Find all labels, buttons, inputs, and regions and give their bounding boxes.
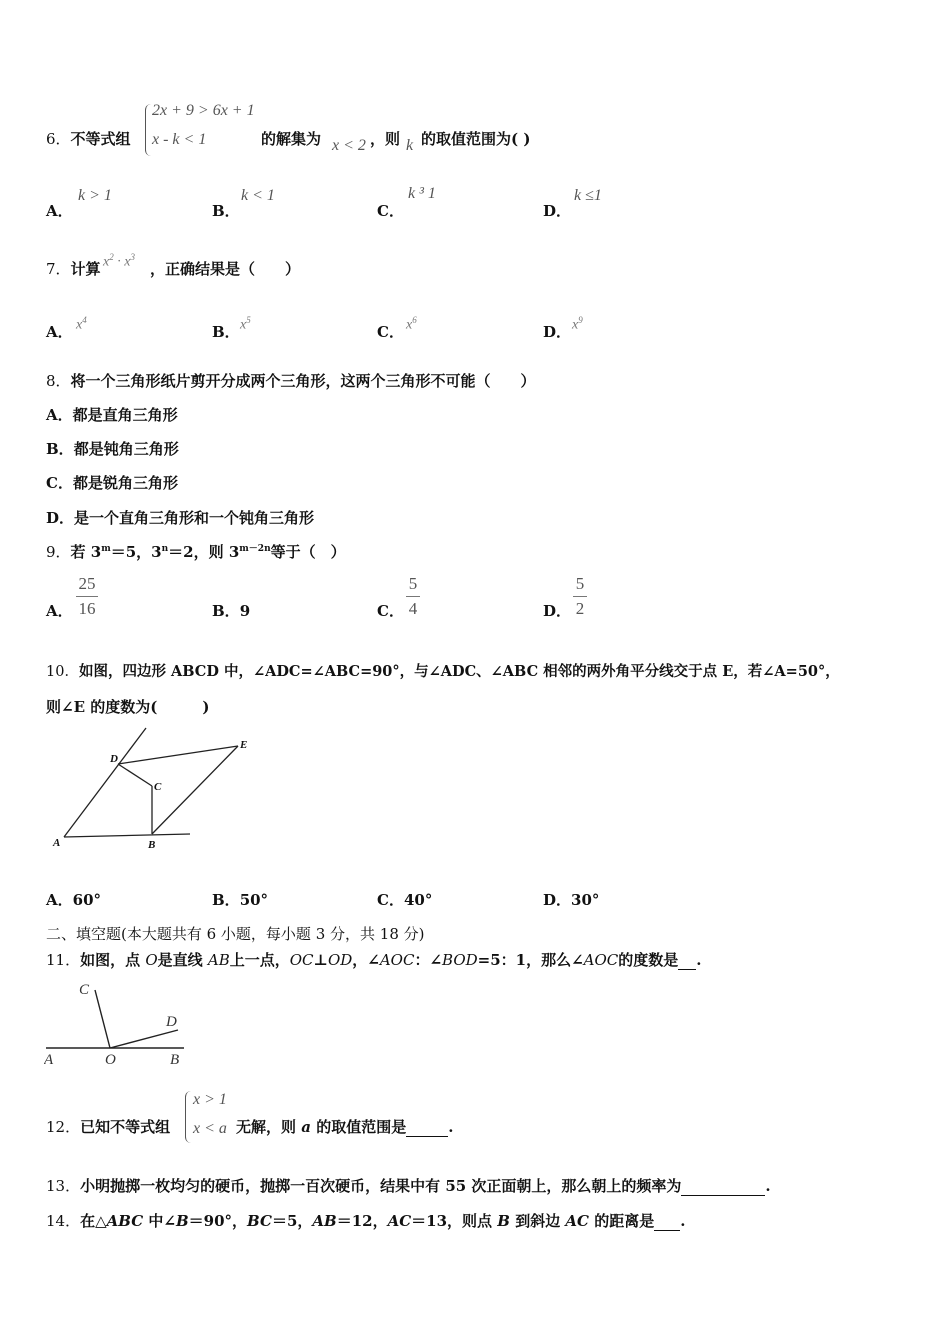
q13-text: 小明抛掷一枚均匀的硬币，抛掷一百次硬币，结果中有 55 次正面朝上，那么朝上的频率为 bbox=[80, 1177, 682, 1195]
q11-text-f: =5：1，那么∠ bbox=[477, 951, 584, 969]
q10-option-d[interactable] bbox=[543, 889, 599, 910]
q10-line-dc bbox=[118, 764, 152, 786]
q14-b: B bbox=[175, 1212, 189, 1230]
q12-answer-blank[interactable] bbox=[406, 1118, 448, 1137]
q14-ac: AC bbox=[387, 1212, 412, 1230]
q11-line-od bbox=[110, 1030, 178, 1048]
q11 bbox=[46, 949, 702, 970]
q12-rest bbox=[236, 1116, 453, 1137]
q11-oc: OC bbox=[289, 951, 314, 969]
q10-c-label: C． bbox=[377, 891, 404, 909]
q10-label-c: C bbox=[154, 781, 162, 793]
q14-t3: ＝90°， bbox=[188, 1212, 248, 1230]
q10-number: 10． bbox=[46, 664, 79, 680]
q11-text-d: ，∠ bbox=[352, 951, 380, 969]
q11-text-a: 如图，点 bbox=[80, 951, 146, 969]
q11-label-c: C bbox=[79, 982, 90, 998]
q6-system-line1: 2x + 9 > 6x + 1 bbox=[152, 102, 255, 119]
q6-option-c-label[interactable]: C． bbox=[377, 202, 404, 220]
q14-t5: ＝12， bbox=[336, 1212, 388, 1230]
q8-a-text: 都是直角三角形 bbox=[72, 406, 178, 424]
q11-text-g: 的度数是 bbox=[618, 951, 679, 969]
q9-option-b[interactable] bbox=[212, 600, 250, 621]
q11-aoc2: AOC bbox=[583, 951, 619, 969]
q8-a-label: A． bbox=[46, 406, 73, 424]
q7-c-exp: 6 bbox=[412, 315, 417, 325]
q9-option-a-fraction bbox=[76, 574, 98, 619]
q9-option-d-label[interactable]: D． bbox=[543, 602, 572, 620]
q8-c-label: C． bbox=[46, 474, 73, 492]
q11-text-e: ：∠ bbox=[414, 951, 443, 969]
q10-label-d: D bbox=[110, 753, 118, 765]
q7-b-base: x bbox=[240, 317, 247, 333]
q6-prefix: 不等式组 bbox=[70, 130, 131, 148]
q6-option-c-math: k ³ 1 bbox=[408, 185, 436, 202]
q10-line-be bbox=[152, 746, 238, 834]
q10-label-a: A bbox=[53, 837, 61, 849]
q14-number: 14． bbox=[46, 1212, 81, 1230]
q6-brace bbox=[145, 104, 152, 156]
q6-option-d-label[interactable]: D． bbox=[543, 202, 572, 220]
q14-b2: B bbox=[497, 1212, 510, 1230]
q10-line2: 则∠E 的度数为( ) bbox=[46, 698, 210, 716]
q11-line-oc bbox=[95, 990, 110, 1048]
q7-suffix: ，正确结果是（ ） bbox=[150, 260, 301, 278]
q9-number: 9． bbox=[46, 543, 71, 561]
q11-label-o: O bbox=[105, 1052, 116, 1068]
q7-option-c-math bbox=[406, 315, 417, 334]
q7-a-base: x bbox=[76, 317, 83, 333]
q10-a-label: A． bbox=[46, 891, 73, 909]
q9-c-denominator: 4 bbox=[408, 599, 418, 618]
q8-c-text: 都是锐角三角形 bbox=[72, 474, 178, 492]
q8-option-c[interactable] bbox=[46, 472, 178, 493]
q6-then: ，则 bbox=[370, 130, 401, 148]
q11-aoc: AOC bbox=[379, 951, 415, 969]
q10-line-ad-extended bbox=[64, 728, 146, 837]
q10-label-b: B bbox=[148, 839, 156, 851]
q6-suffix: 的取值范围为( ) bbox=[421, 130, 531, 148]
q10-option-b[interactable] bbox=[212, 889, 268, 910]
q12 bbox=[46, 1116, 170, 1137]
q9-option-c-label[interactable]: C． bbox=[377, 602, 404, 620]
q8-number: 8． bbox=[46, 372, 71, 390]
q9-t1: 若 3 bbox=[70, 543, 102, 561]
q12-system-line1: x > 1 bbox=[193, 1091, 227, 1108]
q7-c-base: x bbox=[406, 317, 413, 333]
q14-t1: 在△ bbox=[80, 1212, 107, 1230]
q7-option-b-label[interactable]: B． bbox=[212, 323, 240, 341]
q14-t8: 的距离是 bbox=[589, 1212, 655, 1230]
q14-t7: 到斜边 bbox=[509, 1212, 566, 1230]
q9-t3: ＝2，则 3 bbox=[168, 543, 240, 561]
q11-label-d: D bbox=[166, 1014, 177, 1030]
q12-mid: 无解，则 bbox=[236, 1118, 302, 1136]
q9-c-bar bbox=[406, 596, 420, 597]
q9-t2: ＝5，3 bbox=[110, 543, 162, 561]
q6-option-a-math: k > 1 bbox=[78, 187, 112, 204]
q11-answer-blank[interactable] bbox=[678, 951, 696, 970]
q8-d-label: D． bbox=[46, 509, 75, 527]
q14-answer-blank[interactable] bbox=[654, 1212, 680, 1231]
q11-number: 11． bbox=[46, 951, 81, 969]
q11-o: O bbox=[145, 951, 158, 969]
q9-a-denominator: 16 bbox=[78, 599, 96, 618]
q6 bbox=[46, 128, 131, 149]
q10-d-text: 30° bbox=[571, 891, 600, 909]
q12-suffix: 的取值范围是 bbox=[310, 1118, 407, 1136]
q7-number: 7． bbox=[46, 260, 71, 278]
q12-number: 12． bbox=[46, 1118, 81, 1136]
q8-b-label: B． bbox=[46, 440, 74, 458]
q9-e1: m bbox=[101, 544, 111, 554]
q14-end: . bbox=[680, 1212, 686, 1230]
q9-option-a-label[interactable]: A． bbox=[46, 602, 73, 620]
q9-c-numerator: 5 bbox=[408, 574, 418, 593]
q8-b-text: 都是钝角三角形 bbox=[73, 440, 179, 458]
q11-label-b: B bbox=[170, 1052, 180, 1068]
q11-text-c: 上一点， bbox=[229, 951, 290, 969]
q10-line-de bbox=[118, 746, 238, 764]
q6-mid: 的解集为 bbox=[261, 130, 322, 148]
q7-option-c-label[interactable]: C． bbox=[377, 323, 404, 341]
q13-end: . bbox=[765, 1177, 771, 1195]
q13-answer-blank[interactable] bbox=[681, 1177, 765, 1196]
q9-a-bar bbox=[76, 596, 98, 597]
q7-option-a-math bbox=[76, 315, 87, 334]
q14-ab: AB bbox=[312, 1212, 337, 1230]
q9 bbox=[46, 541, 346, 562]
q11-end: . bbox=[696, 951, 702, 969]
q7-option-b-math bbox=[240, 315, 251, 334]
q14-ac2: AC bbox=[565, 1212, 589, 1230]
q10-option-a[interactable] bbox=[46, 889, 101, 910]
q6-condition: x < 2 bbox=[332, 137, 366, 154]
q11-text-b: 是直线 bbox=[157, 951, 208, 969]
q9-b-label: B． bbox=[212, 602, 240, 620]
q9-a-numerator: 25 bbox=[78, 574, 96, 593]
q9-d-bar bbox=[573, 596, 587, 597]
q6-option-a-label[interactable]: A． bbox=[46, 202, 73, 220]
q8-option-b[interactable] bbox=[46, 438, 179, 459]
q6-system-line2: x - k < 1 bbox=[152, 131, 207, 148]
q11-label-a: A bbox=[44, 1052, 54, 1068]
q13 bbox=[46, 1175, 771, 1196]
q8-d-text: 是一个直角三角形和一个钝角三角形 bbox=[74, 509, 315, 527]
q7-expr-exp1: 2 bbox=[109, 252, 114, 262]
q10-b-text: 50° bbox=[239, 891, 269, 909]
q7-a-exp: 4 bbox=[82, 315, 87, 325]
q9-b-text: 9 bbox=[239, 602, 251, 620]
q7-prefix: 计算 bbox=[70, 260, 101, 278]
q10-line1 bbox=[46, 660, 840, 681]
q7-expression bbox=[103, 252, 135, 271]
q7-option-a-label[interactable]: A． bbox=[46, 323, 73, 341]
q12-end: . bbox=[448, 1118, 454, 1136]
q10-line-ab bbox=[64, 834, 190, 837]
q9-t4: 等于（ ） bbox=[270, 543, 346, 561]
q13-number: 13． bbox=[46, 1177, 81, 1195]
q7-expr-dot: · bbox=[113, 254, 125, 270]
q10-option-c[interactable] bbox=[377, 889, 432, 910]
q9-option-c-fraction bbox=[406, 574, 420, 619]
q14-t2: 中∠ bbox=[143, 1212, 176, 1230]
q6-var: k bbox=[406, 137, 414, 154]
q11-bod: BOD bbox=[442, 951, 478, 969]
q14-t4: ＝5， bbox=[271, 1212, 313, 1230]
q6-option-b-math: k < 1 bbox=[241, 187, 275, 204]
q9-d-denominator: 2 bbox=[575, 599, 585, 618]
q8-option-d[interactable] bbox=[46, 507, 314, 528]
q7-b-exp: 5 bbox=[246, 315, 251, 325]
q7-option-d-math bbox=[572, 315, 583, 334]
q8-text: 将一个三角形纸片剪开分成两个三角形，这两个三角形不可能（ ） bbox=[70, 372, 536, 390]
q11-perp: ⊥ bbox=[313, 951, 328, 969]
q6-option-d-math: k ≤1 bbox=[574, 187, 602, 204]
q9-option-d-fraction bbox=[573, 574, 587, 619]
q7-d-base: x bbox=[572, 317, 579, 333]
q8-option-a[interactable] bbox=[46, 404, 178, 425]
q9-d-numerator: 5 bbox=[575, 574, 585, 593]
q12-brace bbox=[185, 1091, 192, 1143]
q10-a-text: 60° bbox=[72, 891, 102, 909]
q12-system-line2: x < a bbox=[193, 1120, 227, 1137]
q14 bbox=[46, 1210, 685, 1231]
q7-expr-exp2: 3 bbox=[130, 252, 135, 262]
q10-figure bbox=[50, 722, 260, 852]
q10-c-text: 40° bbox=[403, 891, 433, 909]
q8 bbox=[46, 370, 536, 391]
q10-d-label: D． bbox=[543, 891, 572, 909]
q11-ab: AB bbox=[207, 951, 230, 969]
q12-var: a bbox=[301, 1118, 311, 1136]
q9-e3: m－2n bbox=[239, 544, 271, 554]
q7-expr-base1: x bbox=[103, 254, 110, 270]
q7-d-exp: 9 bbox=[578, 315, 583, 325]
q6-option-b-label[interactable]: B． bbox=[212, 202, 240, 220]
q10-label-e: E bbox=[240, 739, 248, 751]
q11-od: OD bbox=[327, 951, 353, 969]
q9-e2: n bbox=[161, 544, 169, 554]
q10-b-label: B． bbox=[212, 891, 240, 909]
q11-figure bbox=[44, 978, 194, 1070]
q12-prefix: 已知不等式组 bbox=[80, 1118, 171, 1136]
q6-number: 6． bbox=[46, 130, 71, 148]
q7 bbox=[46, 258, 101, 279]
q14-t6: ＝13，则点 bbox=[411, 1212, 498, 1230]
q7-expr-base2: x bbox=[124, 254, 131, 270]
q7-option-d-label[interactable]: D． bbox=[543, 323, 572, 341]
q14-abc: ABC bbox=[106, 1212, 144, 1230]
q14-bc: BC bbox=[247, 1212, 272, 1230]
section2-title: 二、填空题(本大题共有 6 小题，每小题 3 分，共 18 分) bbox=[46, 925, 425, 943]
q10-text-line1: 如图，四边形 ABCD 中，∠ADC=∠ABC=90°，与∠ADC、∠ABC 相邻的两外角平分线交于点 E，若∠A=50°， bbox=[78, 663, 840, 680]
